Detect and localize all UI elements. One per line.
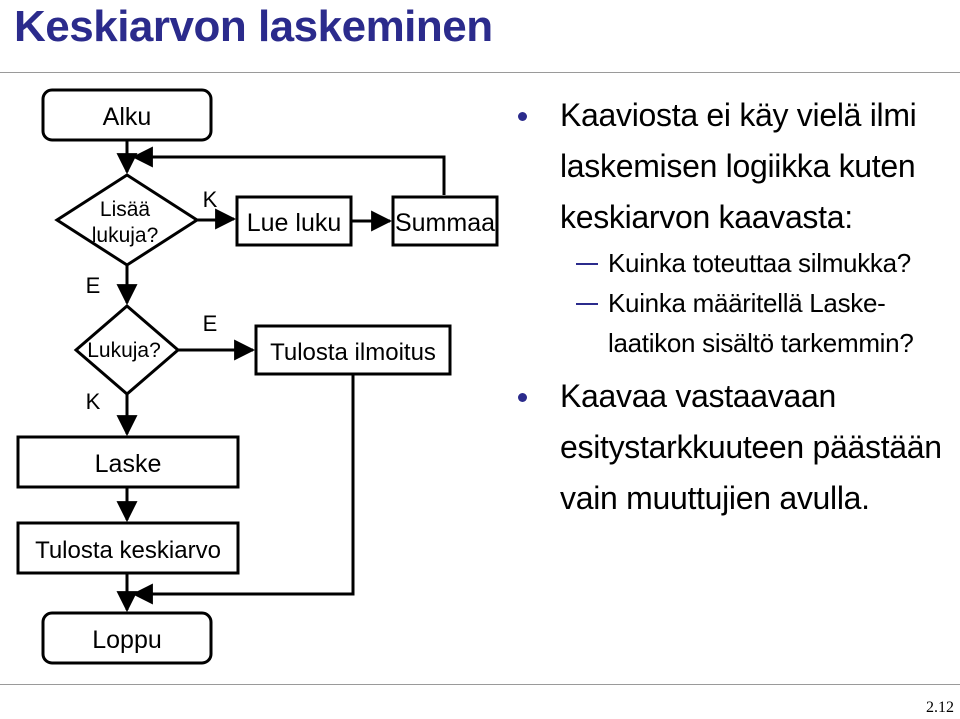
sub-bullet-text: Kuinka määritellä Laske-laatikon sisältö tarkemmin? bbox=[608, 288, 914, 358]
sub-bullet-text: Kuinka toteuttaa silmukka? bbox=[608, 248, 911, 278]
sub-bullet-item bbox=[518, 283, 958, 363]
bullet-item bbox=[518, 90, 958, 243]
bullet-text: Kaavaa vastaavaan esitystarkkuuteen päästään vain muuttujien avulla. bbox=[560, 378, 942, 516]
dash-icon bbox=[576, 303, 598, 305]
more-input-label-line2: lukuja? bbox=[91, 224, 159, 247]
numbers-yes-label: K bbox=[85, 389, 101, 414]
bullet-dot-icon bbox=[518, 112, 527, 121]
bullet-item bbox=[518, 371, 958, 524]
dash-icon bbox=[576, 263, 598, 265]
more-input-yes-label: K bbox=[202, 187, 218, 212]
more-input-label-line1: Lisää bbox=[99, 198, 151, 221]
more-input-no-label: E bbox=[85, 273, 101, 298]
sum-label: Summaa bbox=[394, 209, 496, 237]
start-label: Alku bbox=[102, 103, 152, 131]
read-number-label: Lue luku bbox=[246, 209, 342, 237]
loop-back-connector bbox=[134, 157, 444, 195]
slide-title: Keskiarvon laskeminen bbox=[14, 2, 493, 51]
page-number: 2.12 bbox=[926, 699, 954, 716]
end-label: Loppu bbox=[92, 626, 162, 654]
sub-bullet-item bbox=[518, 243, 958, 283]
bullet-list bbox=[518, 90, 958, 524]
bullet-dot-icon bbox=[518, 393, 527, 402]
bullet-text: Kaaviosta ei käy vielä ilmi laskemisen logiikka kuten keskiarvon kaavasta: bbox=[560, 97, 917, 235]
print-average-label: Tulosta keskiarvo bbox=[35, 537, 221, 564]
print-notice-label: Tulosta ilmoitus bbox=[270, 339, 436, 366]
numbers-no-label: E bbox=[202, 311, 218, 336]
bottom-rule bbox=[0, 684, 960, 685]
more-input-yes-connector bbox=[197, 219, 234, 220]
numbers-decision-label: Lukuja? bbox=[87, 339, 161, 362]
compute-label: Laske bbox=[94, 450, 162, 478]
